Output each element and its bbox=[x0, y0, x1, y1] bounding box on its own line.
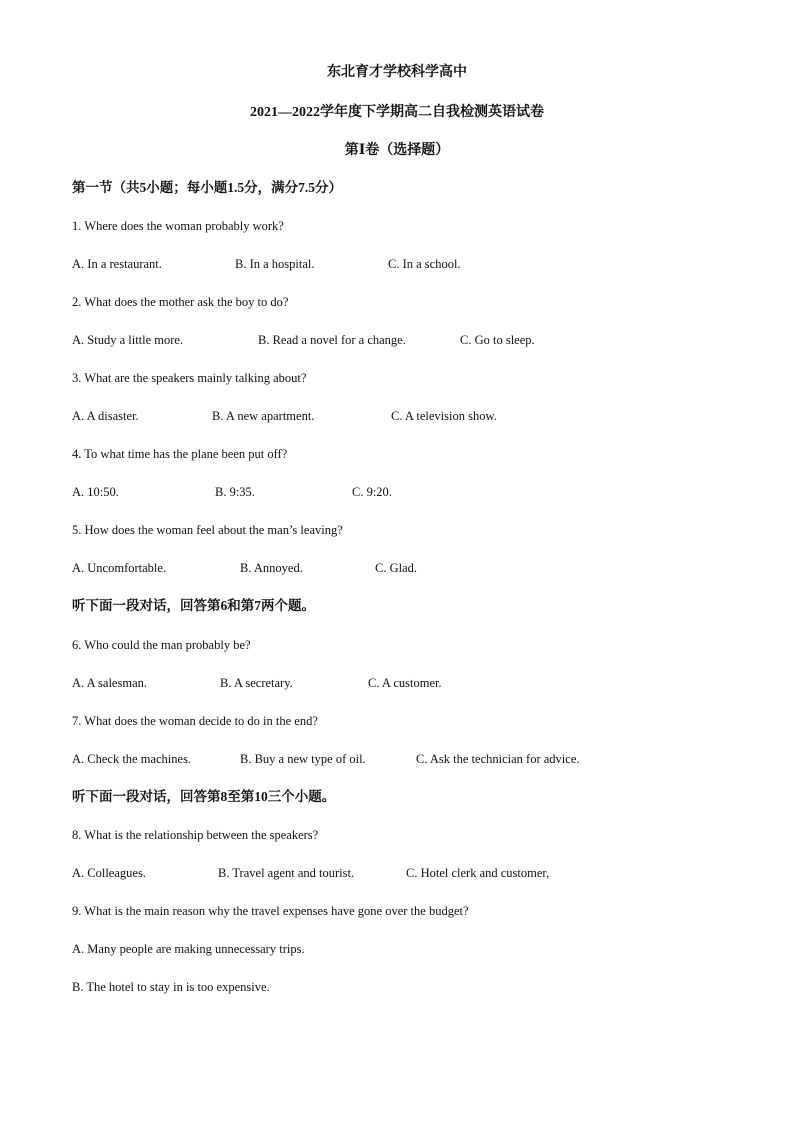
question-6: 6. Who could the man probably be? bbox=[72, 638, 251, 652]
q3-option-c: C. A television show. bbox=[391, 409, 497, 423]
question-9: 9. What is the main reason why the travel expenses have gone over the budget? bbox=[72, 904, 469, 918]
q4-option-c: C. 9:20. bbox=[352, 485, 392, 499]
q8-option-a: A. Colleagues. bbox=[72, 866, 146, 880]
q2-option-b: B. Read a novel for a change. bbox=[258, 333, 406, 347]
q5-option-b: B. Annoyed. bbox=[240, 561, 303, 575]
school-name: 东北育才学校科学高中 bbox=[327, 65, 467, 80]
q4-option-b: B. 9:35. bbox=[215, 485, 255, 499]
q9-option-b: B. The hotel to stay in is too expensive. bbox=[72, 980, 270, 994]
q8-option-b: B. Travel agent and tourist. bbox=[218, 866, 355, 880]
question-1: 1. Where does the woman probably work? bbox=[72, 219, 284, 233]
volume-title: 第Ⅰ卷（选择题） bbox=[344, 143, 450, 158]
q9-option-a: A. Many people are making unnecessary trips. bbox=[72, 942, 305, 956]
q3-option-b: B. A new apartment. bbox=[212, 409, 315, 423]
q4-option-a: A. 10:50. bbox=[72, 485, 119, 499]
question-8: 8. What is the relationship between the speakers? bbox=[72, 828, 319, 842]
question-2: 2. What does the mother ask the boy to do? bbox=[72, 295, 289, 309]
exam-title: 2021—2022学年度下学期高二自我检测英语试卷 bbox=[250, 105, 544, 120]
q2-option-c: C. Go to sleep. bbox=[460, 333, 535, 347]
q5-option-c: C. Glad. bbox=[375, 561, 418, 575]
instruction-dialog-6-7: 听下面一段对话，回答第6和第7两个题。 bbox=[72, 598, 315, 613]
q1-option-a: A. In a restaurant. bbox=[72, 257, 162, 271]
question-3: 3. What are the speakers mainly talking about? bbox=[72, 371, 307, 385]
q3-option-a: A. A disaster. bbox=[72, 409, 139, 423]
q1-option-c: C. In a school. bbox=[388, 257, 461, 271]
q6-option-b: B. A secretary. bbox=[220, 676, 293, 690]
question-5: 5. How does the woman feel about the man’s leaving? bbox=[72, 523, 343, 537]
q6-option-c: C. A customer. bbox=[368, 676, 442, 690]
question-4: 4. To what time has the plane been put off? bbox=[72, 447, 288, 461]
q7-option-b: B. Buy a new type of oil. bbox=[240, 752, 366, 766]
section-heading: 第一节（共5小题；每小题1.5分，满分7.5分） bbox=[72, 180, 342, 195]
q8-option-c: C. Hotel clerk and customer, bbox=[406, 866, 550, 880]
question-7: 7. What does the woman decide to do in the end? bbox=[72, 714, 318, 728]
q7-option-a: A. Check the machines. bbox=[72, 752, 192, 766]
q1-option-b: B. In a hospital. bbox=[235, 257, 315, 271]
q2-option-a: A. Study a little more. bbox=[72, 333, 184, 347]
q7-option-c: C. Ask the technician for advice. bbox=[416, 752, 580, 766]
q6-option-a: A. A salesman. bbox=[72, 676, 147, 690]
q5-option-a: A. Uncomfortable. bbox=[72, 561, 167, 575]
instruction-dialog-8-10: 听下面一段对话，回答第8至第10三个小题。 bbox=[72, 789, 336, 804]
